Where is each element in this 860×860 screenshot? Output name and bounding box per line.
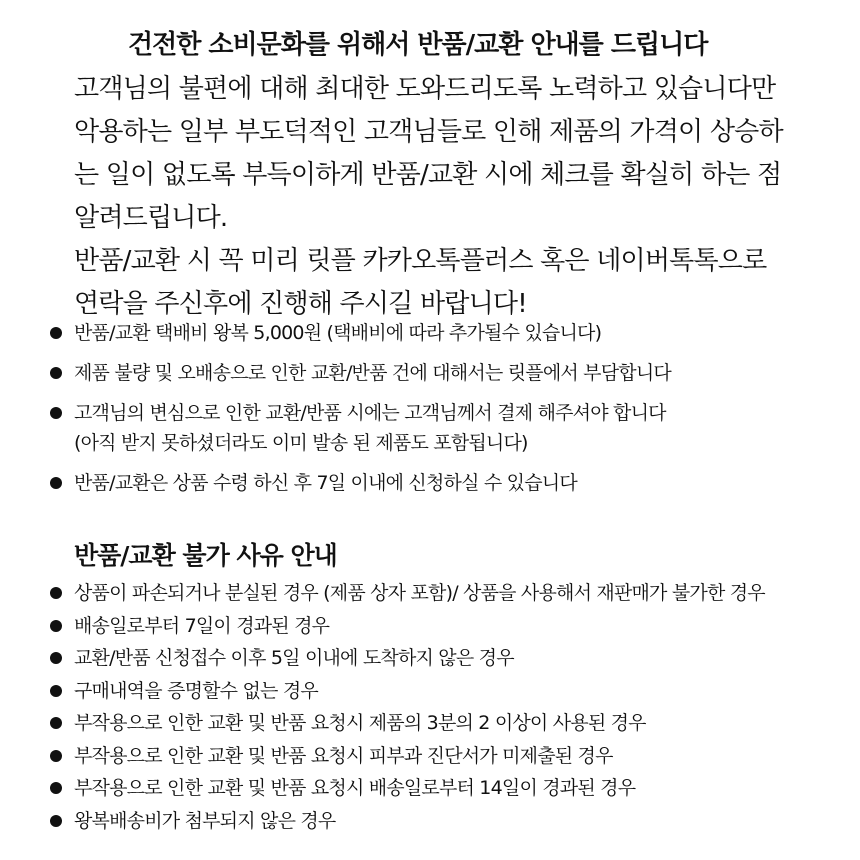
policy-text: 제품 불량 및 오배송으로 인한 교환/반품 건에 대해서는 릿플에서 부담합니다 [74,362,671,384]
reason-item [46,577,846,610]
intro-line: 알려드립니다. [74,203,228,233]
reason-item [46,675,846,708]
reason-item [46,772,846,805]
policy-item [46,358,846,388]
bullet-icon [50,652,62,664]
intro-line: 악용하는 일부 부도덕적인 고객님들로 인해 제품의 가격이 상승하 [74,117,783,147]
bullet-icon [50,782,62,794]
bullet-icon [50,815,62,827]
bullet-icon [50,327,62,339]
policy-item [46,318,846,348]
reason-text: 부작용으로 인한 교환 및 반품 요청시 제품의 3분의 2 이상이 사용된 경우 [74,712,646,734]
bullet-icon [50,685,62,697]
reason-text: 교환/반품 신청접수 이후 5일 이내에 도착하지 않은 경우 [74,647,514,669]
bullet-icon [50,367,62,379]
intro-paragraph [74,68,844,326]
intro-line: 는 일이 없도록 부득이하게 반품/교환 시에 체크를 확실히 하는 점 [74,160,782,190]
reason-text: 배송일로부터 7일이 경과된 경우 [74,614,330,637]
reason-list [46,577,846,837]
reason-item [46,642,846,675]
bullet-icon [50,477,62,489]
reason-text: 부작용으로 인한 교환 및 반품 요청시 피부과 진단서가 미제출된 경우 [74,744,613,767]
bullet-icon [50,587,62,599]
reason-item [46,740,846,773]
page-title: 건전한 소비문화를 위해서 반품/교환 안내를 드립니다 [128,30,708,60]
policy-list [46,318,846,508]
intro-line: 고객님의 불편에 대해 최대한 도와드리도록 노력하고 있습니다만 [74,74,776,104]
bullet-icon [50,750,62,762]
reason-item [46,805,846,838]
intro-line: 반품/교환 시 꼭 미리 릿플 카카오톡플러스 혹은 네이버톡톡으로 [74,246,767,276]
policy-text: 반품/교환 택배비 왕복 5,000원 (택배비에 따라 추가될수 있습니다) [74,322,602,344]
policy-item [46,468,846,498]
reason-text: 구매내역을 증명할수 없는 경우 [74,679,318,702]
intro-line: 연락을 주신후에 진행해 주시길 바랍니다! [74,289,527,319]
reason-text: 왕복배송비가 첨부되지 않은 경우 [74,809,336,832]
bullet-icon [50,407,62,419]
reason-text: 상품이 파손되거나 분실된 경우 (제품 상자 포함)/ 상품을 사용해서 재판매가 불가한 경우 [74,582,765,604]
policy-text: 반품/교환은 상품 수령 하신 후 7일 이내에 신청하실 수 있습니다 [74,472,577,494]
reasons-heading: 반품/교환 불가 사유 안내 [74,541,337,570]
policy-text: 고객님의 변심으로 인한 교환/반품 시에는 고객님께서 결제 해주셔야 합니다 [74,402,666,424]
bullet-icon [50,620,62,632]
reason-item [46,610,846,643]
policy-text-note: (아직 받지 못하셨더라도 이미 발송 된 제품도 포함됩니다) [74,432,528,454]
reason-item [46,707,846,740]
policy-item [46,398,846,458]
bullet-icon [50,717,62,729]
reason-text: 부작용으로 인한 교환 및 반품 요청시 배송일로부터 14일이 경과된 경우 [74,777,636,799]
